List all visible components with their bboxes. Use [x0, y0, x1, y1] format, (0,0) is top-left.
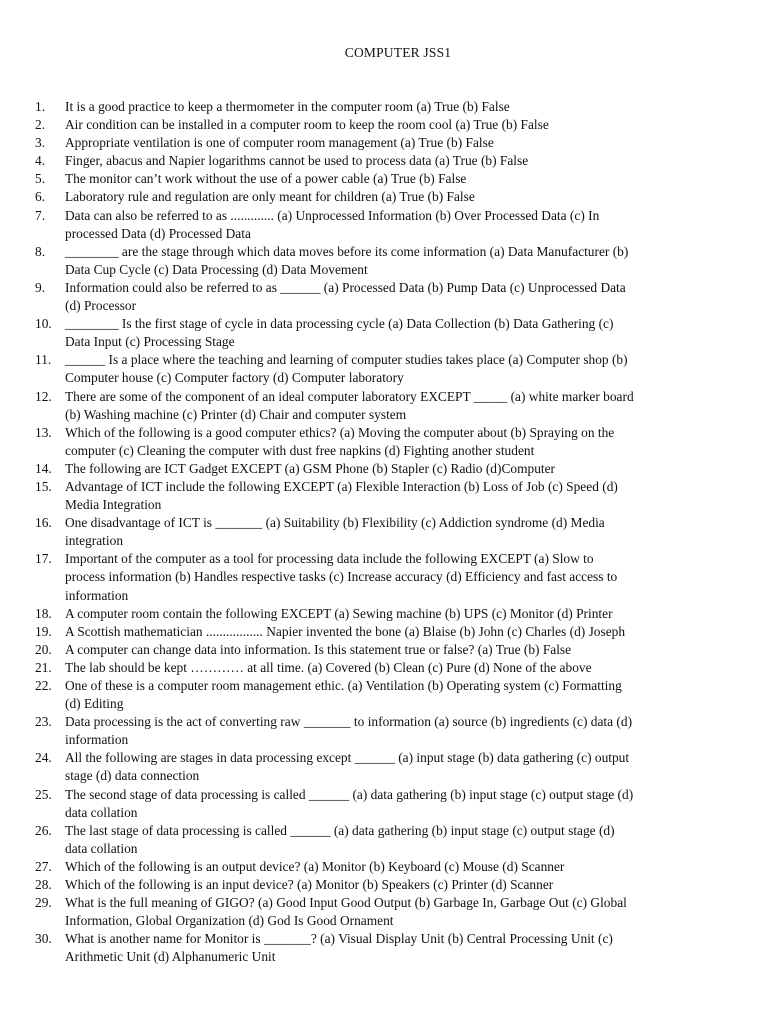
- question-number: 10.: [35, 316, 52, 332]
- question-number: 22.: [35, 678, 52, 693]
- question-text: The lab should be kept ………… at all time. (a) Covered (b) Clean (c) Pure (d) None of the above: [65, 659, 592, 675]
- question-item: [30, 876, 720, 894]
- question-text: Which of the following is an output device? (a) Monitor (b) Keyboard (c) Mouse (d) Scanner: [65, 858, 565, 874]
- question-list: [30, 98, 720, 967]
- question-number: 2.: [35, 117, 46, 133]
- question-text: What is the full meaning of GIGO? (a) Good Input Good Output (b) Garbage In, Garbage Out (c) Global Information, Global Organization (d) God Is Good Ornament: [65, 895, 627, 929]
- question-item: [30, 351, 720, 387]
- question-number: 9.: [35, 279, 46, 295]
- question-number: 28.: [35, 877, 52, 893]
- question-number: 14.: [35, 460, 52, 476]
- question-item: [30, 713, 720, 749]
- question-text: Laboratory rule and regulation are only meant for children (a) True (b) False: [65, 189, 475, 205]
- question-number: 15.: [35, 478, 52, 494]
- question-item: [30, 858, 720, 876]
- question-number: 5.: [35, 171, 46, 187]
- question-item: [30, 279, 720, 315]
- question-item: [30, 243, 720, 279]
- question-text: Which of the following is a good computer ethics? (a) Moving the computer about (b) Spraying on the computer (c) Cleaning the computer with dust free napkins (d) Fighting another student: [65, 424, 615, 458]
- question-number: 25.: [35, 786, 52, 802]
- question-number: 3.: [35, 135, 46, 151]
- question-text: The second stage of data processing is called ______ (a) data gathering (b) input stage (c) output stage (d) data collation: [65, 786, 634, 820]
- question-text: A Scottish mathematician ................. Napier invented the bone (a) Blaise (b) John (c) Charles (d) Joseph: [65, 623, 626, 639]
- question-text: Important of the computer as a tool for processing data include the following EXCEPT (a) Slow to process information (b) Handles respective tasks (c) Increase accuracy (d) Efficiency and fast access to information: [65, 551, 618, 603]
- question-item: [30, 786, 720, 822]
- question-number: 24.: [35, 750, 52, 766]
- question-item: [30, 98, 720, 116]
- question-number: 30.: [35, 931, 52, 947]
- question-number: 8.: [35, 243, 46, 259]
- question-item: [30, 170, 720, 188]
- question-text: The monitor can’t work without the use of a power cable (a) True (b) False: [65, 171, 467, 187]
- document-title: COMPUTER JSS1: [344, 45, 452, 60]
- question-number: 29.: [35, 895, 52, 911]
- question-text: ________ are the stage through which data moves before its come information (a) Data Manufacturer (b) Data Cup Cycle (c) Data Processing (d) Data Movement: [65, 243, 629, 277]
- question-number: 17.: [35, 551, 52, 567]
- question-number: 18.: [35, 605, 52, 621]
- question-item: [30, 152, 720, 170]
- question-item: [30, 315, 720, 351]
- question-item: [30, 677, 720, 713]
- question-text: Data can also be referred to as ............. (a) Unprocessed Information (b) Over Processed Data (c) In processed Data (d) Processed Data: [65, 207, 600, 241]
- question-number: 6.: [35, 189, 46, 205]
- question-text: Appropriate ventilation is one of computer room management (a) True (b) False: [65, 135, 494, 151]
- question-item: [30, 749, 720, 785]
- question-item: [30, 207, 720, 243]
- question-item: [30, 641, 720, 659]
- question-number: 4.: [35, 153, 46, 169]
- question-item: [30, 822, 720, 858]
- question-number: 12.: [35, 388, 52, 404]
- question-text: A computer room contain the following EXCEPT (a) Sewing machine (b) UPS (c) Monitor (d) Printer: [65, 605, 613, 621]
- question-number: 1.: [35, 99, 46, 114]
- question-number: 23.: [35, 714, 52, 730]
- question-text: The following are ICT Gadget EXCEPT (a) GSM Phone (b) Stapler (c) Radio (d)Computer: [65, 460, 556, 476]
- question-number: 7.: [35, 207, 46, 223]
- question-text: Advantage of ICT include the following EXCEPT (a) Flexible Interaction (b) Loss of Job (c) Speed (d) Media Integration: [65, 478, 618, 513]
- question-text: Data processing is the act of converting raw _______ to information (a) source (b) ingredients (c) data (d) information: [65, 714, 633, 748]
- question-text: The last stage of data processing is called ______ (a) data gathering (b) input stage (c) output stage (d) data collation: [65, 822, 615, 856]
- question-text: Air condition can be installed in a computer room to keep the room cool (a) True (b) False: [65, 117, 549, 133]
- question-number: 21.: [35, 659, 52, 675]
- question-item: [30, 623, 720, 641]
- question-text: Finger, abacus and Napier logarithms cannot be used to process data (a) True (b) False: [65, 153, 529, 169]
- question-item: [30, 134, 720, 152]
- question-item: [30, 388, 720, 424]
- question-item: [30, 550, 720, 604]
- question-number: 11.: [35, 352, 52, 368]
- question-number: 16.: [35, 515, 52, 531]
- question-text: All the following are stages in data processing except ______ (a) input stage (b) data gathering (c) output stage (d) data connection: [65, 750, 630, 784]
- question-text: ________ Is the first stage of cycle in data processing cycle (a) Data Collection (b) Data Gathering (c) Data Input (c) Processing Stage: [65, 316, 614, 350]
- question-text: Information could also be referred to as ______ (a) Processed Data (b) Pump Data (c) Unprocessed Data (d) Processor: [65, 279, 626, 314]
- question-item: [30, 116, 720, 134]
- question-text: There are some of the component of an ideal computer laboratory EXCEPT _____ (a) white marker board (b) Washing machine (c) Printer (d) Chair and computer system: [65, 388, 634, 422]
- question-item: [30, 930, 720, 966]
- question-text: ______ Is a place where the teaching and learning of computer studies takes place (a) Computer shop (b) Computer house (c) Computer factory (d) Computer laboratory: [65, 352, 628, 386]
- question-text: It is a good practice to keep a thermometer in the computer room (a) True (b) False: [65, 99, 510, 114]
- question-number: 27.: [35, 858, 52, 874]
- question-number: 20.: [35, 641, 52, 657]
- question-item: [30, 659, 720, 677]
- question-item: [30, 894, 720, 930]
- question-item: [30, 460, 720, 478]
- question-text: One of these is a computer room management ethic. (a) Ventilation (b) Operating system (c) Formatting (d) Editing: [65, 678, 622, 712]
- question-item: [30, 424, 720, 460]
- question-text: One disadvantage of ICT is _______ (a) Suitability (b) Flexibility (c) Addiction syndrome (d) Media integration: [65, 515, 605, 549]
- question-item: [30, 605, 720, 623]
- question-text: A computer can change data into information. Is this statement true or false? (a) True (b) False: [65, 641, 572, 657]
- question-item: [30, 514, 720, 550]
- question-number: 26.: [35, 822, 52, 838]
- question-number: 13.: [35, 424, 52, 440]
- question-number: 19.: [35, 623, 52, 639]
- question-text: Which of the following is an input device? (a) Monitor (b) Speakers (c) Printer (d) Scanner: [65, 877, 554, 893]
- question-item: [30, 478, 720, 514]
- question-item: [30, 188, 720, 206]
- question-text: What is another name for Monitor is _______? (a) Visual Display Unit (b) Central Processing Unit (c) Arithmetic Unit (d) Alphanumeric Unit: [65, 931, 613, 965]
